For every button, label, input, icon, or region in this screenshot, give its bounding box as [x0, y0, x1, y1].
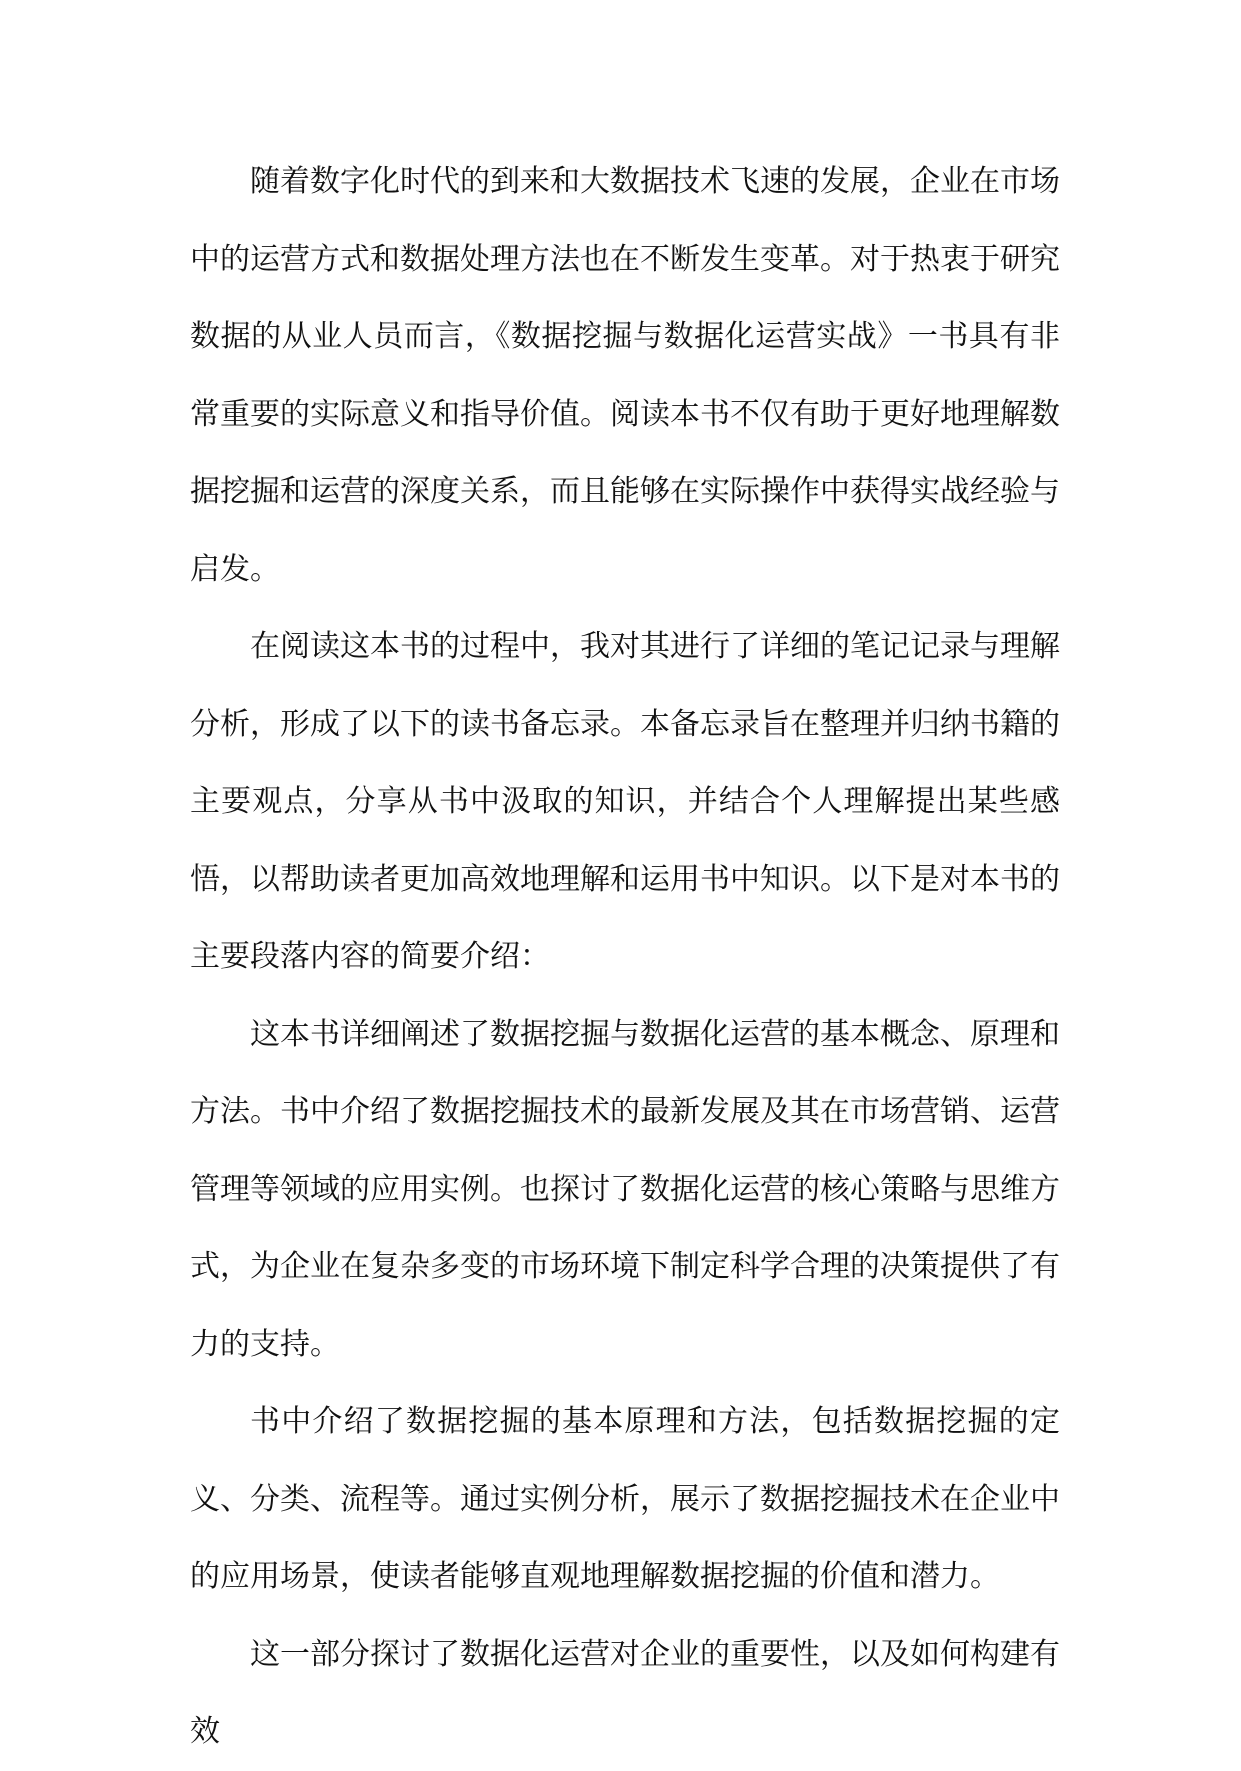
paragraph-data-mining-principles: 书中介绍了数据挖掘的基本原理和方法，包括数据挖掘的定义、分类、流程等。通过实例分析，展示了数据挖掘技术在企业中的应用场景，使读者能够直观地理解数据挖掘的价值和潜力。 — [190, 1404, 1060, 1594]
body-text — [190, 143, 1060, 1771]
paragraph-intro: 随着数字化时代的到来和大数据技术飞速的发展，企业在市场中的运营方式和数据处理方法也在不断发生变革。对于热衷于研究数据的从业人员而言，《数据挖掘与数据化运营实战》一书具有非常重要的实际意义和指导价值。阅读本书不仅有助于更好地理解数据挖掘和运营的深度关系，而且能够在实际操作中获得实战经验与启发。 — [190, 164, 1060, 587]
paragraph-reading-notes: 在阅读这本书的过程中，我对其进行了详细的笔记记录与理解分析，形成了以下的读书备忘录。本备忘录旨在整理并归纳书籍的主要观点，分享从书中汲取的知识，并结合个人理解提出某些感悟，以帮助读者更加高效地理解和运用书中知识。以下是对本书的主要段落内容的简要介绍： — [190, 629, 1060, 974]
paragraph-data-operations: 这一部分探讨了数据化运营对企业的重要性，以及如何构建有效 — [190, 1636, 1060, 1749]
paragraph-book-overview: 这本书详细阐述了数据挖掘与数据化运营的基本概念、原理和方法。书中介绍了数据挖掘技术的最新发展及其在市场营销、运营管理等领域的应用实例。也探讨了数据化运营的核心策略与思维方式，为企业在复杂多变的市场环境下制定科学合理的决策提供了有力的支持。 — [190, 1016, 1060, 1362]
